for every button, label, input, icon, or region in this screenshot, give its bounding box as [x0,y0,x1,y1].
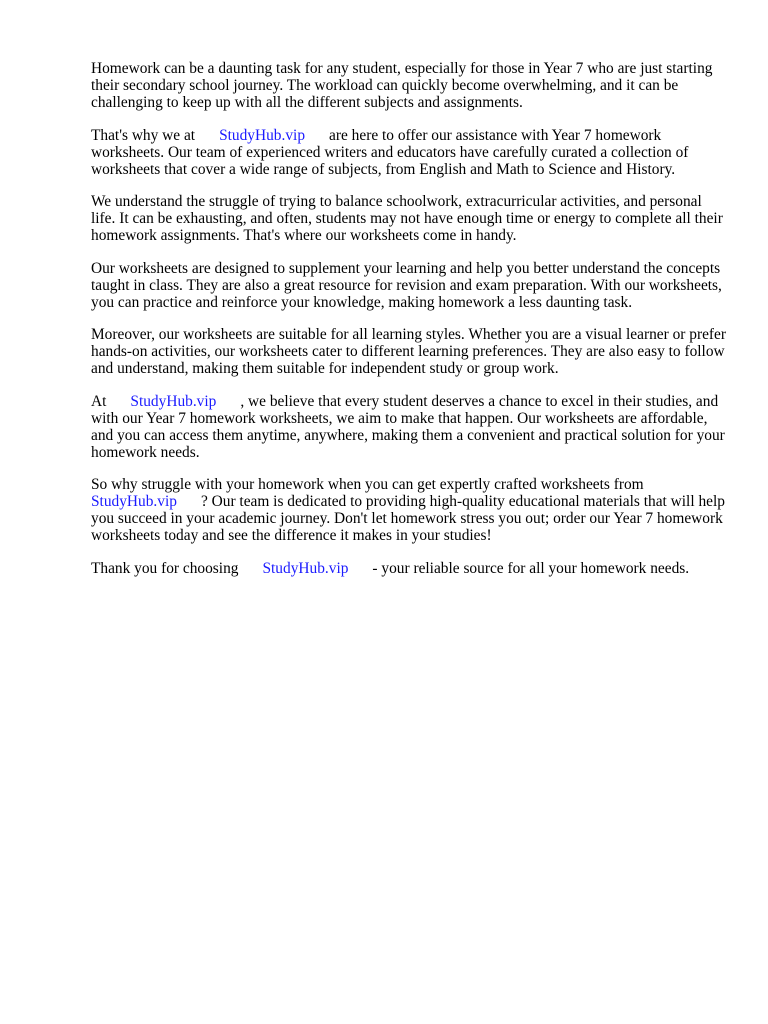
paragraph-thanks-text-end: - your reliable source for all your homework needs. [372,559,690,577]
paragraph-intro-text: Homework can be a daunting task for any student, especially for those in Year 7 who are just starting their secondary school journey. The workload can quickly become overwhelming, and it can be challenging to keep up with all the different subjects and assignments. [91,60,713,111]
studyhub-link[interactable]: StudyHub.vip [219,126,306,144]
paragraph-belief-text-end: , we believe that every student deserves a chance to excel in their studies, and with our Year 7 homework worksheets, we aim to make that happen. Our worksheets are affordable, and you can access them anytime, anywhere, making them a convenient and practical solution for your homework needs. [91,392,725,461]
paragraph-cta-text-start: So why struggle with your homework when you can get expertly crafted worksheets from [91,476,644,493]
paragraph-call-to-action [91,476,728,544]
paragraph-thanks [91,560,728,577]
paragraph-styles [91,326,728,377]
paragraph-struggle [91,193,728,244]
paragraph-design [91,260,728,311]
paragraph-offer [91,127,728,178]
studyhub-link[interactable]: StudyHub.vip [130,392,217,410]
paragraph-cta-text-end: ? Our team is dedicated to providing high-quality educational materials that will help you succeed in your academic journey. Don't let homework stress you out; order our Year 7 homework worksheets today and see the difference it makes in your studies! [91,493,725,544]
studyhub-link[interactable]: StudyHub.vip [262,559,349,577]
paragraph-thanks-text-start: Thank you for choosing [91,559,239,577]
paragraph-belief-text-start: At [91,392,107,410]
paragraph-styles-text: Moreover, our worksheets are suitable for all learning styles. Whether you are a visual learner or prefer hands-on activities, our worksheets cater to different learning preferences. They are also easy to follow and understand, making them suitable for independent study or group work. [91,326,726,377]
studyhub-link[interactable]: StudyHub.vip [91,493,177,510]
paragraph-design-text: Our worksheets are designed to supplement your learning and help you better understand the concepts taught in class. They are also a great resource for revision and exam preparation. With our worksheets, you can practice and reinforce your knowledge, making homework a less daunting task. [91,259,722,311]
paragraph-offer-text-start: That's why we at [91,126,196,144]
paragraph-intro [91,60,728,111]
paragraph-offer-text-end: are here to offer our assistance with Year 7 homework worksheets. Our team of experienced writers and educators have carefully curated a collection of worksheets that cover a wide range of subjects, from English and Math to Science and History. [91,126,689,178]
paragraph-belief [91,393,728,461]
paragraph-struggle-text: We understand the struggle of trying to balance schoolwork, extracurricular activities, and personal life. It can be exhausting, and often, students may not have enough time or energy to complete all their homework assignments. That's where our worksheets come in handy. [91,193,723,244]
